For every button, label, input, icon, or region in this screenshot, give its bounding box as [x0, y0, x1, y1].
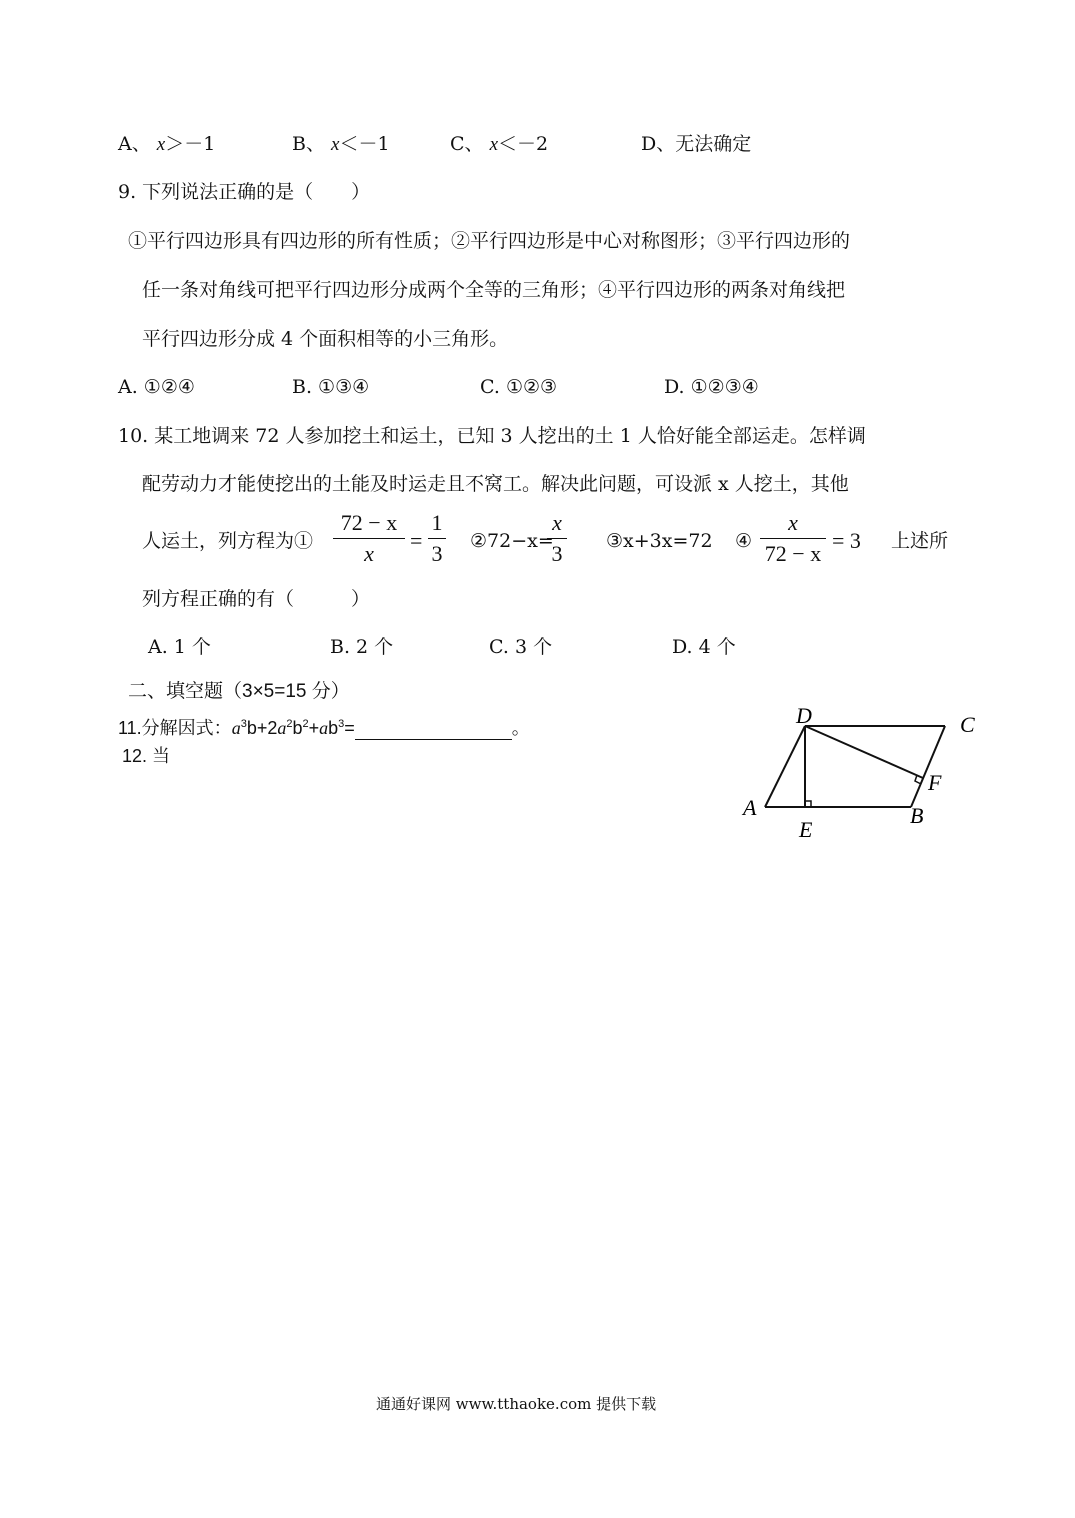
label-d: D: [796, 703, 812, 728]
q9-option-d: D. ①②③④: [664, 376, 759, 398]
q10-line-2: 配劳动力才能使挖出的土能及时运走且不窝工。解决此问题，可设派 x 人挖土，其他: [142, 473, 849, 495]
q10-option-a: A. 1 个: [148, 636, 211, 658]
equation-1-right-fraction: 1 3: [428, 510, 446, 567]
equation-4-lead: ④: [735, 530, 753, 552]
page-footer: 通通好课网 www.tthaoke.com 提供下载: [376, 1395, 657, 1413]
q8-option-b: B、 x＜－1: [292, 133, 390, 155]
q10-line-3-lead: 人运土，列方程为①: [142, 530, 314, 552]
label-a: A: [743, 795, 757, 820]
q8-option-c: C、 x＜－2: [450, 133, 549, 155]
equation-4-fraction: x 72 − x: [760, 510, 826, 567]
height-df: [805, 726, 923, 778]
side-ad: [765, 726, 805, 807]
equation-1-denominator: x: [364, 541, 374, 566]
section-2-heading: 二、填空题（3×5=15 分）: [128, 681, 350, 702]
label-e: E: [799, 817, 813, 842]
answer-blank[interactable]: [355, 721, 512, 740]
equation-1-numerator: 72 − x: [340, 510, 398, 535]
parallelogram-figure: [735, 700, 995, 850]
equation-2-fraction: x 3: [547, 510, 567, 567]
equation-2-lead: ②72−x=: [470, 530, 554, 552]
q10-line-4: 列方程正确的有（ ）: [142, 588, 371, 610]
q9-line-3: 平行四边形分成 4 个面积相等的小三角形。: [142, 328, 509, 350]
equation-3: ③x+3x=72: [606, 530, 713, 552]
q9-line-2: 任一条对角线可把平行四边形分成两个全等的三角形；④平行四边形的两条对角线把: [142, 279, 846, 301]
q10-line-3-tail: 上述所: [891, 530, 949, 552]
q8-option-a: A、 x＞－1: [118, 133, 216, 155]
label-b: B: [910, 803, 924, 828]
label-c: C: [960, 712, 975, 737]
q10-option-d: D. 4 个: [672, 636, 736, 658]
q10-option-b: B. 2 个: [330, 636, 394, 658]
equation-4-tail: = 3: [832, 528, 861, 553]
equation-1-equals: =: [410, 528, 423, 553]
q11-line: 11.分解因式：$a^3b+2a^2b^2+ab^3=$ 。: [118, 718, 530, 738]
equation-1-fraction: [333, 510, 405, 567]
q9-option-b: B. ①③④: [292, 376, 370, 398]
label-f: F: [928, 770, 942, 795]
q10-line-1: 10. 某工地调来 72 人参加挖土和运土，已知 3 人挖出的土 1 人恰好能全部运走。怎样调: [118, 425, 866, 447]
q9-option-a: A. ①②④: [118, 376, 195, 398]
q9-option-c: C. ①②③: [480, 376, 558, 398]
q9-line-1: ①平行四边形具有四边形的所有性质；②平行四边形是中心对称图形；③平行四边形的: [128, 230, 851, 252]
q9-stem: 9. 下列说法正确的是（ ）: [118, 181, 371, 203]
q10-option-c: C. 3 个: [489, 636, 553, 658]
q12-line: 12. 当: [122, 746, 171, 766]
q8-option-d: D、无法确定: [641, 133, 752, 155]
